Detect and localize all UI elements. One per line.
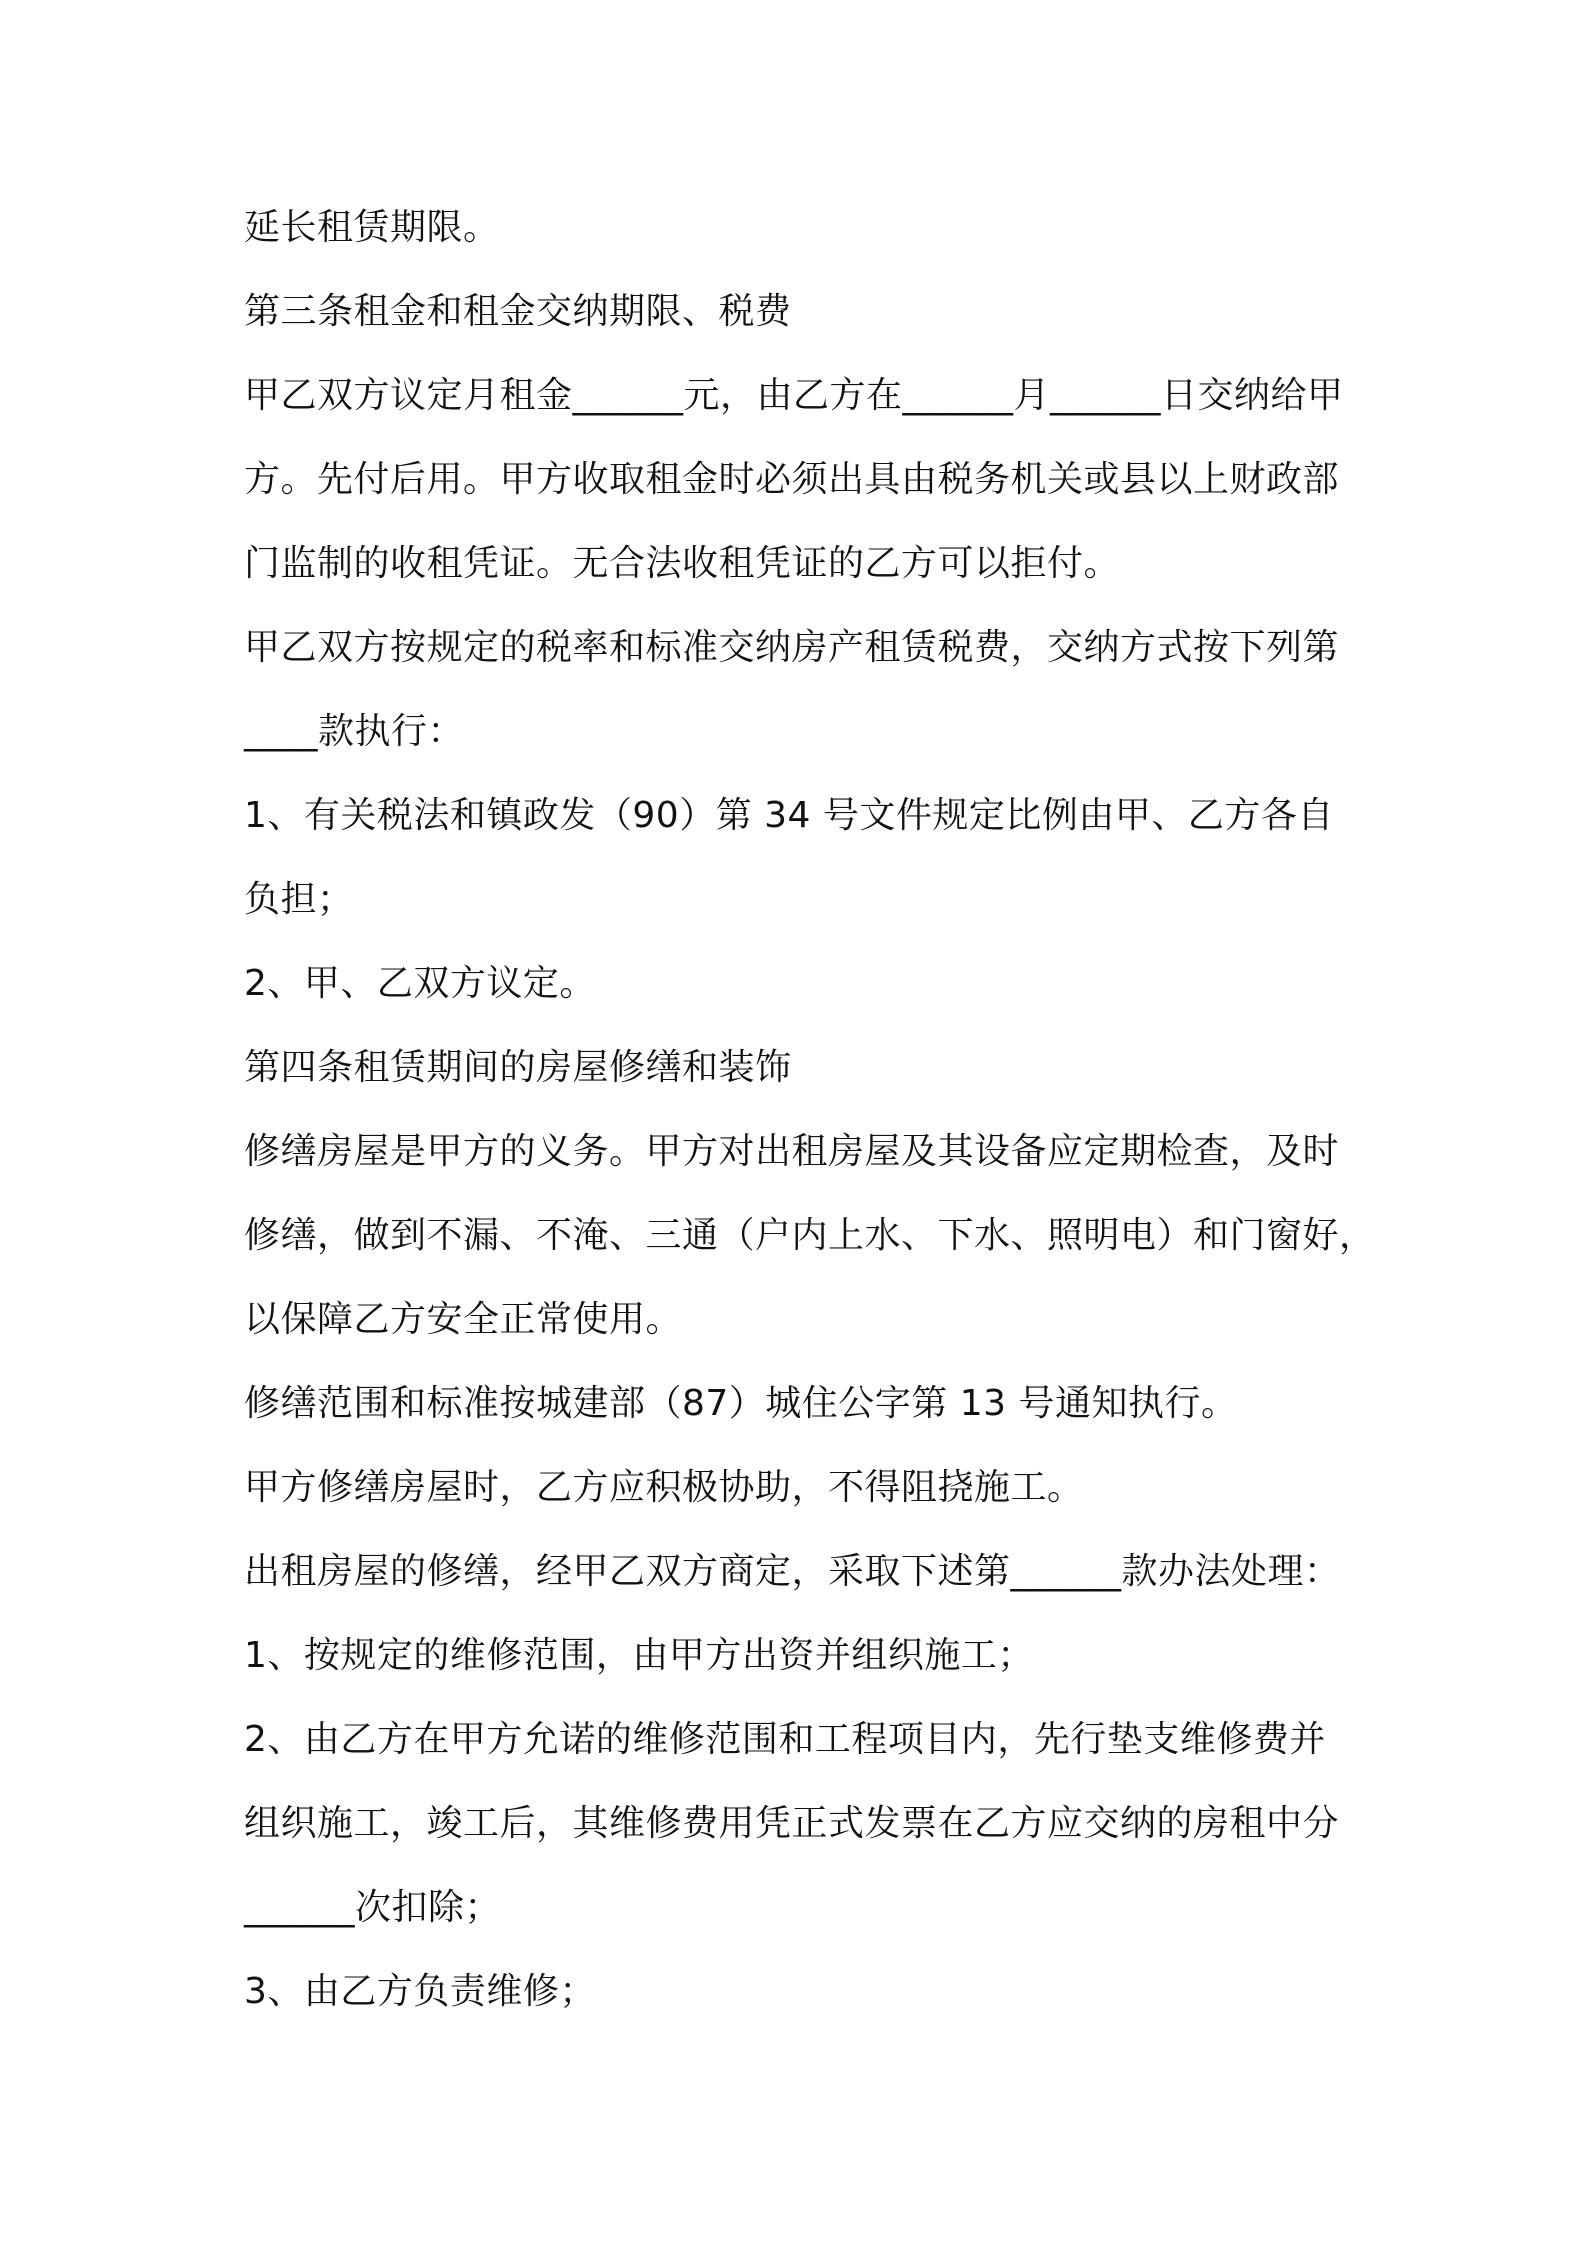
text-line: ______次扣除； xyxy=(244,1887,502,1928)
text-line: 延长租赁期限。 xyxy=(244,207,500,248)
text-line: 修缮范围和标准按城建部（87）城住公字第 13 号通知执行。 xyxy=(244,1383,1238,1424)
section-heading: 第三条租金和租金交纳期限、税费 xyxy=(244,291,792,332)
list-item: 2、由乙方在甲方允诺的维修范围和工程项目内，先行垫支维修费并 xyxy=(244,1719,1326,1760)
section-heading: 第四条租赁期间的房屋修缮和装饰 xyxy=(244,1047,792,1088)
text-line: ____款执行： xyxy=(244,711,465,752)
text-line: 甲方修缮房屋时，乙方应积极协助，不得阻挠施工。 xyxy=(244,1467,1084,1508)
text-line: 方。先付后用。甲方收取租金时必须出具由税务机关或县以上财政部 xyxy=(244,459,1340,500)
text-line: 组织施工，竣工后，其维修费用凭正式发票在乙方应交纳的房租中分 xyxy=(244,1803,1340,1844)
text-line: 出租房屋的修缮，经甲乙双方商定，采取下述第______款办法处理： xyxy=(244,1551,1341,1592)
text-line: 修缮房屋是甲方的义务。甲方对出租房屋及其设备应定期检查，及时 xyxy=(244,1131,1340,1172)
list-item: 3、由乙方负责维修； xyxy=(244,1971,596,2012)
text-line: 门监制的收租凭证。无合法收租凭证的乙方可以拒付。 xyxy=(244,543,1121,584)
text-line: 以保障乙方安全正常使用。 xyxy=(244,1299,683,1340)
text-line: 负担； xyxy=(244,879,354,920)
text-line: 甲乙双方议定月租金______元，由乙方在______月______日交纳给甲 xyxy=(244,375,1344,416)
list-item: 1、有关税法和镇政发（90）第 34 号文件规定比例由甲、乙方各自 xyxy=(244,795,1334,836)
text-line: 甲乙双方按规定的税率和标准交纳房产租赁税费，交纳方式按下列第 xyxy=(244,627,1340,668)
text-line: 修缮，做到不漏、不淹、三通（户内上水、下水、照明电）和门窗好， xyxy=(244,1215,1376,1256)
list-item: 1、按规定的维修范围，由甲方出资并组织施工； xyxy=(244,1635,1034,1676)
list-item: 2、甲、乙双方议定。 xyxy=(244,963,596,1004)
